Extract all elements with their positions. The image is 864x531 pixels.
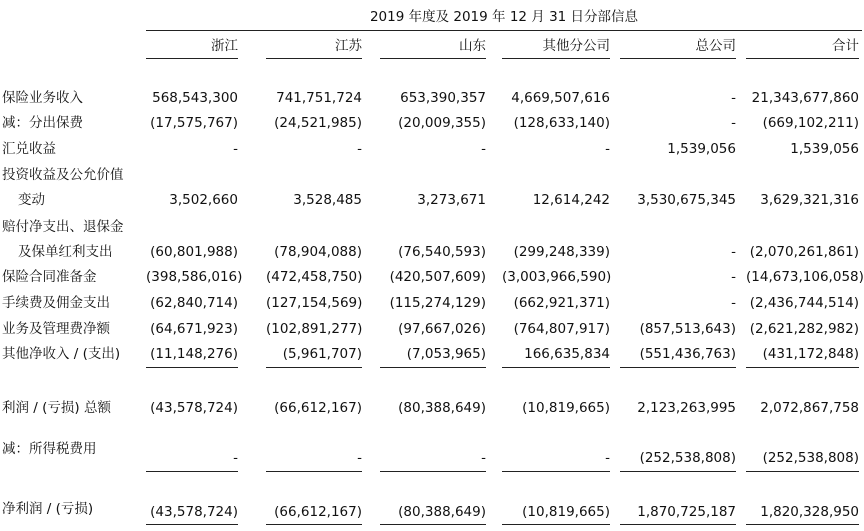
table-cell: (11,148,276) (150, 346, 238, 362)
table-cell: (431,172,848) (762, 346, 859, 362)
row-label: 利润 / (亏损) 总额 (2, 400, 111, 416)
table-cell: (398,586,016) (146, 269, 243, 285)
table-cell: - (605, 450, 610, 466)
table-cell: (115,274,129) (389, 295, 486, 311)
table-row-admin-expense (0, 318, 864, 340)
table-cell: (299,248,339) (513, 244, 610, 260)
table-cell: (7,053,965) (406, 346, 486, 362)
table-row-investment-income (0, 167, 864, 211)
column-header-other-branches: 其他分公司 (542, 38, 610, 54)
row-label: 保险合同准备金 (2, 269, 97, 285)
row-label: 手续费及佣金支出 (2, 295, 110, 311)
table-row-premium-income (0, 87, 864, 109)
table-cell: (472,458,750) (266, 269, 363, 285)
subtotal-rule (266, 471, 362, 472)
subtotal-rule (620, 367, 736, 368)
table-cell: (857,513,643) (639, 321, 736, 337)
table-cell: (10,819,665) (522, 504, 610, 520)
table-cell: - (357, 450, 362, 466)
subtotal-rule (620, 471, 736, 472)
table-row-contract-reserves (0, 266, 864, 288)
row-label: 保险业务收入 (2, 90, 83, 106)
column-header-total: 合计 (832, 38, 859, 54)
header-underline (266, 58, 362, 59)
total-rule (146, 524, 238, 525)
table-cell: (2,070,261,861) (749, 244, 859, 260)
table-cell: 3,629,321,316 (760, 192, 859, 208)
table-cell: - (481, 141, 486, 157)
table-cell: (662,921,371) (513, 295, 610, 311)
table-cell: - (481, 450, 486, 466)
row-label-continued: 变动 (18, 192, 45, 208)
header-underline (620, 58, 736, 59)
table-cell: (127,154,569) (266, 295, 363, 311)
table-cell: 1,820,328,950 (760, 504, 859, 520)
table-cell: (3,003,966,590) (502, 269, 612, 285)
table-cell: 3,502,660 (169, 192, 238, 208)
table-cell: (764,807,917) (513, 321, 610, 337)
subtotal-rule (502, 471, 610, 472)
table-cell: (17,575,767) (150, 115, 238, 131)
table-row-claims (0, 219, 864, 263)
row-label: 净利润 / (亏损) (2, 501, 94, 517)
table-cell: - (731, 115, 736, 131)
table-cell: 1,539,056 (667, 141, 736, 157)
table-cell: - (233, 141, 238, 157)
table-row-income-tax (0, 441, 864, 469)
table-cell: (76,540,593) (398, 244, 486, 260)
table-cell: (60,801,988) (150, 244, 238, 260)
subtotal-rule (380, 471, 486, 472)
table-row-other-net-income (0, 343, 864, 365)
table-cell: (10,819,665) (522, 400, 610, 416)
table-cell: 653,390,357 (400, 90, 486, 106)
table-cell: - (731, 295, 736, 311)
table-cell: 3,528,485 (293, 192, 362, 208)
table-cell: - (731, 244, 736, 260)
table-cell: - (731, 90, 736, 106)
title-rule (146, 30, 862, 31)
row-label: 汇兑收益 (2, 141, 56, 157)
header-underline (746, 58, 859, 59)
table-cell: 12,614,242 (532, 192, 610, 208)
table-row-fx-gain (0, 138, 864, 160)
table-cell: - (605, 141, 610, 157)
table-cell: (420,507,609) (389, 269, 486, 285)
table-cell: (64,671,923) (150, 321, 238, 337)
table-cell: (80,388,649) (398, 504, 486, 520)
table-cell: - (731, 269, 736, 285)
table-cell: (20,009,355) (398, 115, 486, 131)
total-rule (502, 524, 610, 525)
table-cell: (43,578,724) (150, 400, 238, 416)
subtotal-rule (502, 367, 610, 368)
subtotal-rule (146, 367, 238, 368)
table-cell: (62,840,714) (150, 295, 238, 311)
table-cell: 1,870,725,187 (637, 504, 736, 520)
table-cell: (252,538,808) (639, 450, 736, 466)
table-cell: (80,388,649) (398, 400, 486, 416)
table-cell: 3,273,671 (417, 192, 486, 208)
table-cell: (102,891,277) (266, 321, 363, 337)
table-cell: (97,667,026) (398, 321, 486, 337)
row-label: 投资收益及公允价值 (2, 167, 124, 183)
table-cell: (66,612,167) (274, 504, 362, 520)
table-cell: (78,904,088) (274, 244, 362, 260)
table-cell: (66,612,167) (274, 400, 362, 416)
header-underline (146, 58, 238, 59)
table-cell: 21,343,677,860 (751, 90, 859, 106)
subtotal-rule (746, 367, 859, 368)
subtotal-rule (746, 471, 859, 472)
table-cell: 166,635,834 (524, 346, 610, 362)
row-label: 减：分出保费 (2, 115, 83, 131)
total-rule (380, 524, 486, 525)
header-underline (502, 58, 610, 59)
table-cell: 4,669,507,616 (511, 90, 610, 106)
column-header-shandong: 山东 (459, 38, 486, 54)
table-cell: 2,072,867,758 (760, 400, 859, 416)
column-header-jiangsu: 江苏 (335, 38, 362, 54)
table-row-commission (0, 292, 864, 314)
row-label: 赔付净支出、退保金 (2, 219, 124, 235)
table-cell: (43,578,724) (150, 504, 238, 520)
table-cell: (24,521,985) (274, 115, 362, 131)
table-cell: (551,436,763) (639, 346, 736, 362)
table-row-net-profit (0, 501, 864, 523)
column-header-head-office: 总公司 (695, 38, 736, 54)
row-label: 其他净收入 / (支出) (2, 346, 121, 362)
table-cell: - (357, 141, 362, 157)
header-underline (380, 58, 486, 59)
total-rule (266, 524, 362, 525)
table-cell: 3,530,675,345 (637, 192, 736, 208)
row-label: 减：所得税费用 (2, 441, 97, 457)
table-row-ceded-premium (0, 112, 864, 134)
table-cell: 741,751,724 (276, 90, 362, 106)
table-cell: - (233, 450, 238, 466)
table-title: 2019 年度及 2019 年 12 月 31 日分部信息 (369, 9, 639, 25)
table-cell: (2,621,282,982) (749, 321, 859, 337)
table-cell: (252,538,808) (762, 450, 859, 466)
row-label-continued: 及保单红利支出 (18, 244, 113, 260)
table-cell: 1,539,056 (790, 141, 859, 157)
table-cell: 568,543,300 (152, 90, 238, 106)
table-cell: (669,102,211) (762, 115, 859, 131)
column-header-zhejiang: 浙江 (211, 38, 238, 54)
table-cell: (5,961,707) (282, 346, 362, 362)
table-cell: 2,123,263,995 (637, 400, 736, 416)
row-label: 业务及管理费净额 (2, 321, 110, 337)
subtotal-rule (146, 471, 238, 472)
table-cell: (128,633,140) (513, 115, 610, 131)
table-cell: (14,673,106,058) (746, 269, 864, 285)
subtotal-rule (266, 367, 362, 368)
total-rule (620, 524, 736, 525)
total-rule (746, 524, 859, 525)
table-row-profit-before-tax (0, 397, 864, 419)
subtotal-rule (380, 367, 486, 368)
table-cell: (2,436,744,514) (749, 295, 859, 311)
